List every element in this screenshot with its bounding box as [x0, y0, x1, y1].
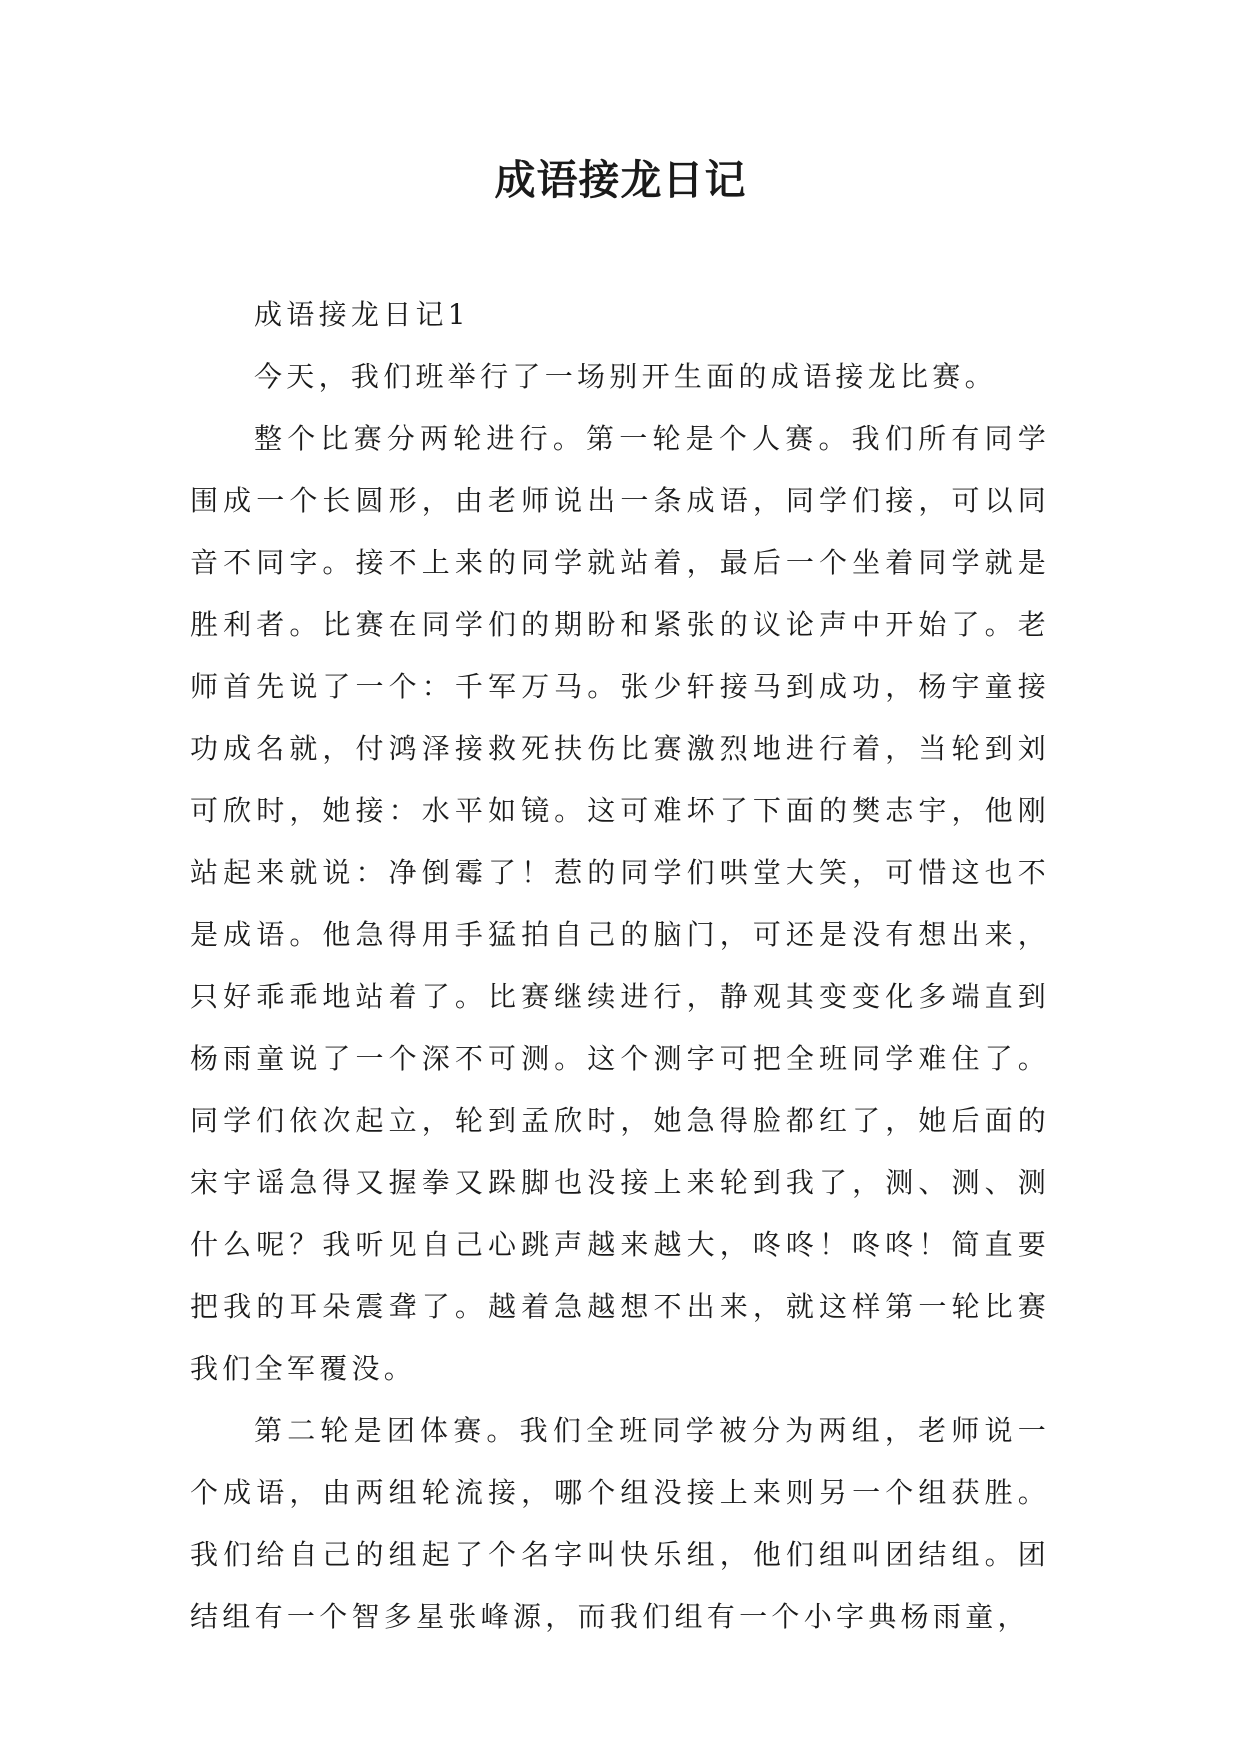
paragraph: 第二轮是团体赛。我们全班同学被分为两组，老师说一个成语，由两组轮流接，哪个组没接上来则另一个组获胜。我们给自己的组起了个名字叫快乐组，他们组叫团结组。团结组有一个智多星张峰源，而我们组有一个小字典杨雨童，: [190, 1414, 1050, 1633]
document-title: 成语接龙日记: [494, 156, 747, 204]
paragraph: 整个比赛分两轮进行。第一轮是个人赛。我们所有同学围成一个长圆形，由老师说出一条成语，同学们接，可以同音不同字。接不上来的同学就站着，最后一个坐着同学就是胜利者。比赛在同学们的期盼和紧张的议论声中开始了。老师首先说了一个：千军万马。张少轩接马到成功，杨宇童接功成名就，付鸿泽接救死扶伤比赛激烈地进行着，当轮到刘可欣时，她接：水平如镜。这可难坏了下面的樊志宇，他刚站起来就说：净倒霉了！惹的同学们哄堂大笑，可惜这也不是成语。他急得用手猛拍自己的脑门，可还是没有想出来，只好乖乖地站着了。比赛继续进行，静观其变变化多端直到杨雨童说了一个深不可测。这个测字可把全班同学难住了。同学们依次起立，轮到孟欣时，她急得脸都红了，她后面的宋宇谣急得又握拳又跺脚也没接上来轮到我了，测、测、测什么呢？我听见自己心跳声越来越大，咚咚！咚咚！简直要把我的耳朵震聋了。越着急越想不出来，就这样第一轮比赛我们全军覆没。: [190, 422, 1050, 1385]
paragraph-heading: 成语接龙日记1: [254, 298, 470, 331]
paragraph: 今天，我们班举行了一场别开生面的成语接龙比赛。: [254, 360, 997, 393]
document-body: [190, 284, 1050, 1648]
